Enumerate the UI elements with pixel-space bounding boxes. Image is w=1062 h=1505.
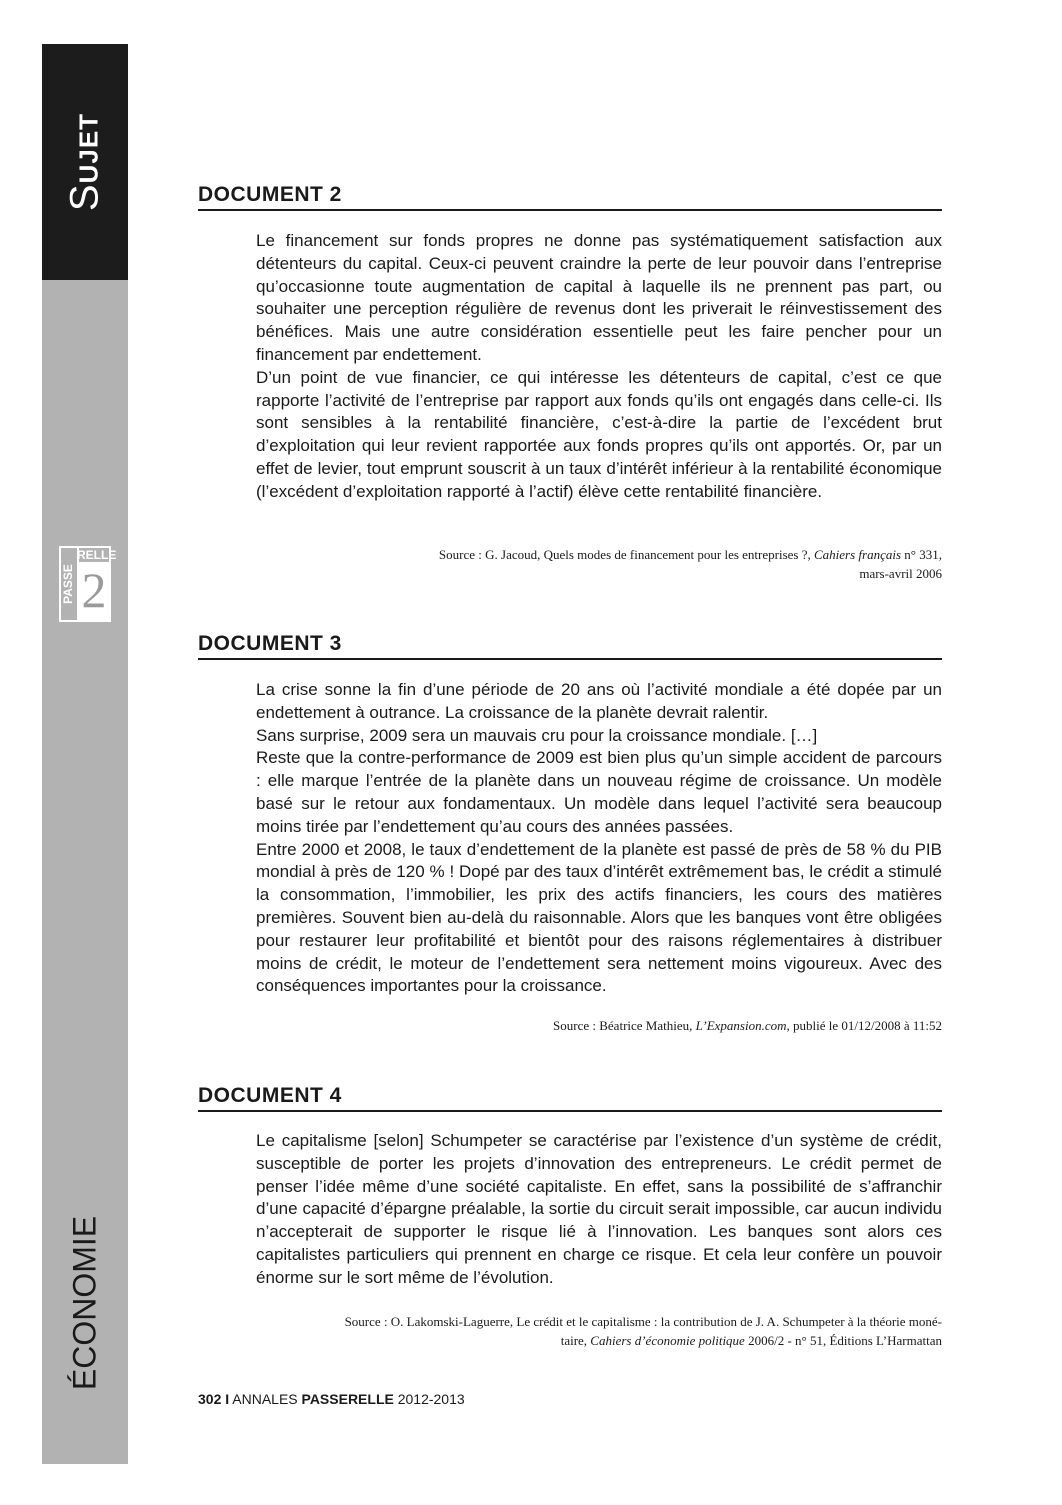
passerelle-logo	[59, 546, 117, 622]
subject-label-economie: ÉCONOMIE	[66, 1215, 103, 1391]
paragraph: Sans surprise, 2009 sera un mauvais cru pour la croissance mondiale. […]	[256, 725, 818, 745]
paragraph: Entre 2000 et 2008, le taux d’endettement de la planète est passé de près de 58 % du PIB mondial à près de 120 % ! Dopé par des taux d’intérêt extrêmement bas, le crédit a stimulé la consommation, l’immobilier, les prix des actifs financiers, les cours des matières premières. Souvent bien au-delà du raisonnable. Alors que les banques vont être obligées pour restaurer leur profitabilité et bientôt pour des raisons réglementaires à distribuer moins de crédit, le moteur de l’endettement sera nettement moins vigoureux. Avec des conséquences importantes pour la croissance.	[256, 839, 942, 996]
document-2-source: Source : G. Jacoud, Quels modes de financement pour les entreprises ?, Cahiers français n° 331, mars-avril 2006	[438, 547, 942, 581]
document-3-heading: DOCUMENT 3	[198, 632, 942, 660]
paragraph: Le capitalisme [selon] Schumpeter se caractérise par l’existence d’un système de crédit, susceptible de porter les projets d’innovation des entrepreneurs. Le crédit permet de penser l’idée même d’une société capitaliste. En effet, sans la possibilité de s’affranchir d’une capacité d’épargne préalable, la sortie du circuit serait impossible, car aucun individu n’accepterait de supporter le risque lié à l’innovation. Les banques sont alors ces capitalistes particuliers qui prennent en charge ce risque. Et cela leur confère un pouvoir énorme sur le sort même de l’évolution.	[256, 1131, 942, 1287]
document-2-body	[256, 230, 942, 504]
document-4-source: Source : O. Lakomski-Laguerre, Le crédit et le capitalisme : la contribution de J. A. Schumpeter à la théorie moné- taire, Cahiers d’économie politique 2006/2 - n° 51, Éditions L’Harmattan	[344, 1314, 942, 1348]
logo-top-text: RELLE	[77, 548, 117, 562]
page-number: 302	[198, 1391, 222, 1407]
paragraph: Reste que la contre-performance de 2009 est bien plus qu’un simple accident de parcours : elle marque l’entrée de la planète dans un nouveau régime de croissance. Un modèle basé sur le retour aux fondamentaux. Un modèle dans lequel l’activité sera beaucoup moins tirée par l’endettement qu’au cours des années passées.	[256, 748, 942, 836]
section-label-sujet: SUJET	[62, 112, 107, 212]
paragraph: D’un point de vue financier, ce qui intéresse les détenteurs de capital, c’est ce que rapporte l’activité de l’entreprise par rapport aux fonds qu’ils ont engagés dans celle-ci. Ils sont sensibles à la rentabilité financière, c’est-à-dire la partie de l’excédent brut d’exploitation qui leur revient rapportée aux fonds propres qu’ils ont apportés. Or, par un effet de levier, tout emprunt souscrit à un taux d’intérêt inférieur à la rentabilité économique (l’excédent d’exploitation rapporté à l’actif) élève cette rentabilité financière.	[256, 367, 942, 501]
document-3-source: Source : Béatrice Mathieu, L’Expansion.com, publié le 01/12/2008 à 11:52	[553, 1018, 942, 1033]
paragraph: La crise sonne la fin d’une période de 20 ans où l’activité mondiale a été dopée par un endettement à outrance. La croissance de la planète devrait ralentir.	[256, 680, 942, 722]
document-4-body	[256, 1130, 942, 1290]
document-2-heading: DOCUMENT 2	[198, 183, 942, 211]
document-3-body	[256, 679, 942, 998]
page-footer: 302 I ANNALES PASSERELLE 2012-2013	[198, 1391, 465, 1407]
footer-brand: PASSERELLE	[301, 1391, 394, 1407]
paragraph: Le financement sur fonds propres ne donne pas systématiquement satisfaction aux détenteurs du capital. Ceux-ci peuvent craindre la perte de leur pouvoir dans l’entreprise qu’occasionne toute augmentation de capital à laquelle ils ne prennent pas part, ou souhaiter une perception régulière de revenus dont les priverait le réinvestissement des bénéfices. Mais une autre considération essentielle peut les faire pencher pour un financement par endettement.	[256, 231, 942, 364]
document-4-heading: DOCUMENT 4	[198, 1084, 942, 1112]
logo-number: 2	[79, 562, 109, 620]
logo-side: PASSE	[61, 548, 79, 620]
